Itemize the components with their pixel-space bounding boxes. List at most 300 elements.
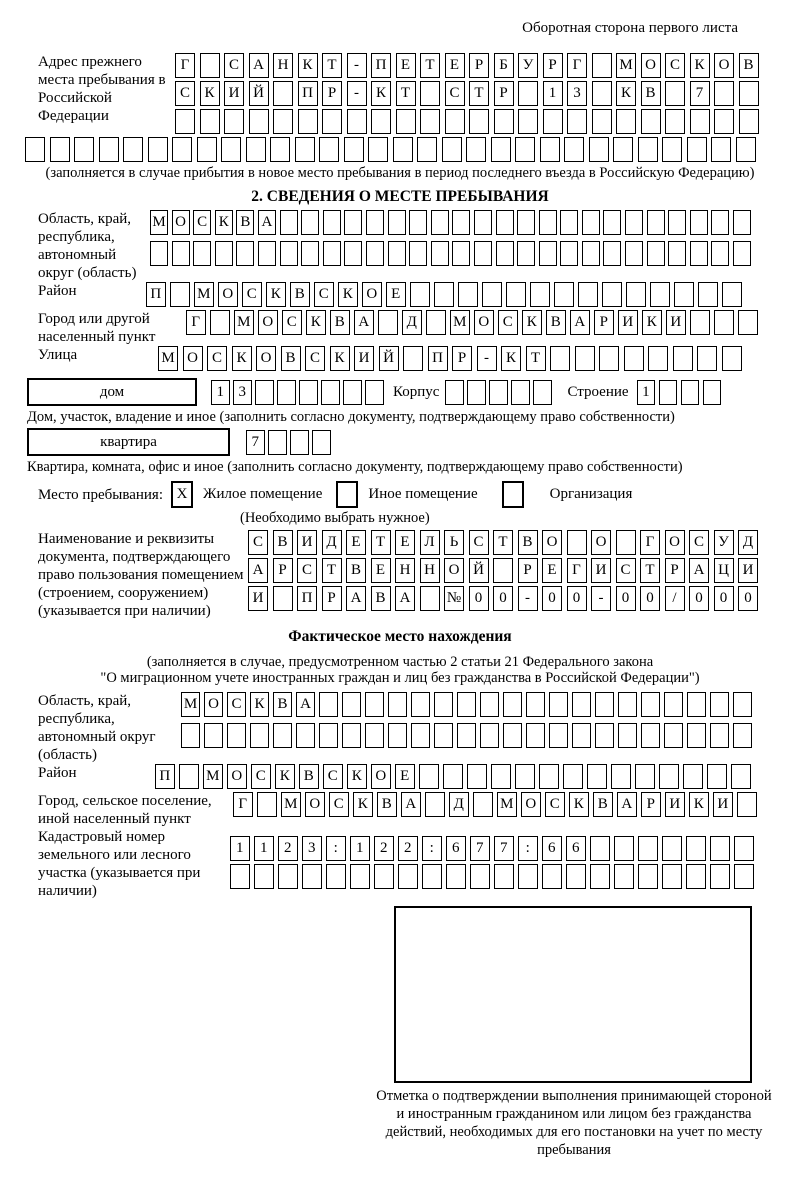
char-cell[interactable] (491, 137, 511, 162)
char-cell[interactable] (563, 764, 583, 789)
char-cell[interactable]: - (518, 586, 538, 611)
char-cell[interactable] (572, 723, 591, 748)
char-cell[interactable] (258, 241, 276, 266)
char-cell[interactable]: П (297, 586, 317, 611)
char-cell[interactable] (312, 430, 331, 455)
char-cell[interactable] (714, 310, 734, 335)
char-cell[interactable] (714, 81, 734, 106)
char-cell[interactable]: К (642, 310, 662, 335)
char-cell[interactable] (734, 836, 754, 861)
char-cell[interactable]: 0 (493, 586, 513, 611)
char-cell[interactable] (659, 380, 678, 405)
char-cell[interactable] (299, 380, 318, 405)
char-cell[interactable] (434, 692, 453, 717)
char-cell[interactable] (200, 53, 220, 78)
char-cell[interactable] (711, 137, 731, 162)
char-cell[interactable]: С (329, 792, 349, 817)
char-cell[interactable]: А (296, 692, 315, 717)
char-cell[interactable]: В (641, 81, 661, 106)
char-cell[interactable]: С (297, 558, 317, 583)
char-cell[interactable]: И (713, 792, 733, 817)
char-cell[interactable]: Т (322, 558, 342, 583)
char-cell[interactable] (50, 137, 70, 162)
char-cell[interactable] (350, 864, 370, 889)
char-cell[interactable] (368, 137, 388, 162)
char-cell[interactable]: 0 (640, 586, 660, 611)
char-cell[interactable]: О (641, 53, 661, 78)
char-cell[interactable] (624, 346, 644, 371)
char-cell[interactable] (323, 241, 341, 266)
char-cell[interactable]: Е (395, 764, 415, 789)
char-cell[interactable] (270, 137, 290, 162)
char-cell[interactable] (638, 137, 658, 162)
char-cell[interactable]: В (739, 53, 759, 78)
char-cell[interactable]: В (377, 792, 397, 817)
char-cell[interactable]: К (690, 53, 710, 78)
char-cell[interactable] (733, 241, 751, 266)
char-cell[interactable] (393, 137, 413, 162)
char-cell[interactable]: 0 (616, 586, 636, 611)
char-cell[interactable] (690, 241, 708, 266)
char-cell[interactable] (697, 346, 717, 371)
char-cell[interactable] (575, 346, 595, 371)
char-cell[interactable]: Д (322, 530, 342, 555)
char-cell[interactable]: 6 (542, 836, 562, 861)
char-cell[interactable] (374, 864, 394, 889)
char-cell[interactable] (592, 53, 612, 78)
char-cell[interactable] (193, 241, 211, 266)
char-cell[interactable] (458, 282, 478, 307)
char-cell[interactable] (589, 137, 609, 162)
char-cell[interactable]: : (518, 836, 538, 861)
char-cell[interactable] (302, 864, 322, 889)
char-cell[interactable] (365, 723, 384, 748)
char-cell[interactable]: Г (640, 530, 660, 555)
char-cell[interactable] (420, 586, 440, 611)
char-cell[interactable] (733, 210, 751, 235)
char-cell[interactable] (683, 764, 703, 789)
char-cell[interactable]: П (298, 81, 318, 106)
char-cell[interactable] (172, 137, 192, 162)
char-cell[interactable]: - (347, 53, 367, 78)
char-cell[interactable]: Е (396, 53, 416, 78)
char-cell[interactable]: О (714, 53, 734, 78)
char-cell[interactable] (175, 109, 195, 134)
char-cell[interactable]: П (371, 53, 391, 78)
char-cell[interactable]: У (518, 53, 538, 78)
char-cell[interactable]: Р (322, 81, 342, 106)
char-cell[interactable] (549, 692, 568, 717)
char-cell[interactable]: 1 (350, 836, 370, 861)
char-cell[interactable] (290, 430, 309, 455)
char-cell[interactable] (296, 723, 315, 748)
char-cell[interactable]: Г (175, 53, 195, 78)
char-cell[interactable] (665, 81, 685, 106)
char-cell[interactable]: Р (543, 53, 563, 78)
char-cell[interactable]: 3 (567, 81, 587, 106)
char-cell[interactable]: 7 (470, 836, 490, 861)
char-cell[interactable]: А (354, 310, 374, 335)
char-cell[interactable] (517, 241, 535, 266)
char-cell[interactable]: У (714, 530, 734, 555)
char-cell[interactable] (711, 210, 729, 235)
char-cell[interactable] (494, 109, 514, 134)
char-cell[interactable]: С (224, 53, 244, 78)
char-cell[interactable] (592, 109, 612, 134)
char-cell[interactable]: И (248, 586, 268, 611)
char-cell[interactable]: 6 (446, 836, 466, 861)
char-cell[interactable] (668, 241, 686, 266)
char-cell[interactable]: И (354, 346, 374, 371)
char-cell[interactable] (664, 723, 683, 748)
char-cell[interactable]: 3 (233, 380, 252, 405)
char-cell[interactable]: С (469, 530, 489, 555)
char-cell[interactable] (647, 241, 665, 266)
char-cell[interactable]: Б (494, 53, 514, 78)
char-cell[interactable]: А (401, 792, 421, 817)
char-cell[interactable]: М (616, 53, 636, 78)
char-cell[interactable]: В (299, 764, 319, 789)
char-cell[interactable] (273, 81, 293, 106)
char-cell[interactable] (172, 241, 190, 266)
char-cell[interactable]: В (236, 210, 254, 235)
char-cell[interactable]: А (617, 792, 637, 817)
char-cell[interactable]: Й (249, 81, 269, 106)
char-cell[interactable]: С (227, 692, 246, 717)
char-cell[interactable] (567, 109, 587, 134)
stay-type-checkbox-residential[interactable]: X (171, 481, 193, 508)
char-cell[interactable] (592, 81, 612, 106)
char-cell[interactable] (365, 380, 384, 405)
char-cell[interactable]: М (158, 346, 178, 371)
char-cell[interactable]: К (298, 53, 318, 78)
char-cell[interactable] (431, 241, 449, 266)
char-cell[interactable]: Д (402, 310, 422, 335)
char-cell[interactable] (322, 109, 342, 134)
char-cell[interactable]: Ь (444, 530, 464, 555)
char-cell[interactable] (204, 723, 223, 748)
char-cell[interactable]: А (395, 586, 415, 611)
char-cell[interactable]: Г (567, 53, 587, 78)
char-cell[interactable] (179, 764, 199, 789)
char-cell[interactable] (230, 864, 250, 889)
char-cell[interactable]: Т (371, 530, 391, 555)
char-cell[interactable] (467, 764, 487, 789)
char-cell[interactable] (323, 210, 341, 235)
char-cell[interactable]: С (689, 530, 709, 555)
char-cell[interactable]: Ц (714, 558, 734, 583)
char-cell[interactable]: : (326, 836, 346, 861)
char-cell[interactable] (703, 380, 722, 405)
char-cell[interactable]: А (248, 558, 268, 583)
char-cell[interactable]: О (227, 764, 247, 789)
char-cell[interactable] (681, 380, 700, 405)
char-cell[interactable] (710, 864, 730, 889)
char-cell[interactable]: Н (273, 53, 293, 78)
char-cell[interactable] (280, 241, 298, 266)
char-cell[interactable] (388, 723, 407, 748)
char-cell[interactable]: К (266, 282, 286, 307)
char-cell[interactable]: К (347, 764, 367, 789)
char-cell[interactable]: 1 (543, 81, 563, 106)
char-cell[interactable] (319, 692, 338, 717)
char-cell[interactable] (690, 109, 710, 134)
char-cell[interactable] (148, 137, 168, 162)
char-cell[interactable]: 2 (374, 836, 394, 861)
char-cell[interactable] (467, 380, 486, 405)
char-cell[interactable]: Т (322, 53, 342, 78)
char-cell[interactable]: О (256, 346, 276, 371)
char-cell[interactable]: С (314, 282, 334, 307)
char-cell[interactable] (582, 241, 600, 266)
char-cell[interactable] (482, 282, 502, 307)
char-cell[interactable]: 0 (542, 586, 562, 611)
char-cell[interactable] (625, 210, 643, 235)
char-cell[interactable]: И (591, 558, 611, 583)
char-cell[interactable]: 2 (278, 836, 298, 861)
char-cell[interactable]: 1 (637, 380, 656, 405)
char-cell[interactable]: Р (273, 558, 293, 583)
char-cell[interactable] (614, 864, 634, 889)
char-cell[interactable]: В (290, 282, 310, 307)
char-cell[interactable] (582, 210, 600, 235)
char-cell[interactable] (641, 109, 661, 134)
char-cell[interactable]: Е (346, 530, 366, 555)
char-cell[interactable] (277, 380, 296, 405)
char-cell[interactable] (503, 723, 522, 748)
char-cell[interactable] (618, 692, 637, 717)
char-cell[interactable]: 7 (494, 836, 514, 861)
char-cell[interactable] (474, 210, 492, 235)
char-cell[interactable] (711, 241, 729, 266)
char-cell[interactable]: 6 (566, 836, 586, 861)
char-cell[interactable] (469, 109, 489, 134)
char-cell[interactable]: К (215, 210, 233, 235)
char-cell[interactable] (739, 109, 759, 134)
char-cell[interactable] (403, 346, 423, 371)
char-cell[interactable]: О (258, 310, 278, 335)
char-cell[interactable]: Г (233, 792, 253, 817)
char-cell[interactable] (257, 792, 277, 817)
char-cell[interactable] (493, 558, 513, 583)
char-cell[interactable]: / (665, 586, 685, 611)
char-cell[interactable]: М (497, 792, 517, 817)
char-cell[interactable] (567, 530, 587, 555)
char-cell[interactable]: К (501, 346, 521, 371)
char-cell[interactable] (635, 764, 655, 789)
char-cell[interactable]: О (204, 692, 223, 717)
char-cell[interactable]: Л (420, 530, 440, 555)
char-cell[interactable]: Р (518, 558, 538, 583)
char-cell[interactable]: В (273, 692, 292, 717)
char-cell[interactable]: И (665, 792, 685, 817)
char-cell[interactable]: В (346, 558, 366, 583)
char-cell[interactable]: 0 (738, 586, 758, 611)
char-cell[interactable] (319, 137, 339, 162)
char-cell[interactable]: Т (396, 81, 416, 106)
char-cell[interactable]: С (445, 81, 465, 106)
char-cell[interactable] (417, 137, 437, 162)
char-cell[interactable] (343, 380, 362, 405)
char-cell[interactable]: О (362, 282, 382, 307)
char-cell[interactable] (659, 764, 679, 789)
char-cell[interactable] (539, 210, 557, 235)
char-cell[interactable]: П (428, 346, 448, 371)
char-cell[interactable]: В (281, 346, 301, 371)
char-cell[interactable]: Г (567, 558, 587, 583)
char-cell[interactable] (737, 792, 757, 817)
char-cell[interactable]: 7 (690, 81, 710, 106)
char-cell[interactable]: Т (469, 81, 489, 106)
char-cell[interactable]: А (249, 53, 269, 78)
char-cell[interactable]: С (305, 346, 325, 371)
char-cell[interactable] (734, 864, 754, 889)
char-cell[interactable] (326, 864, 346, 889)
char-cell[interactable]: М (203, 764, 223, 789)
char-cell[interactable]: 3 (302, 836, 322, 861)
char-cell[interactable] (714, 109, 734, 134)
char-cell[interactable] (445, 109, 465, 134)
char-cell[interactable] (273, 109, 293, 134)
char-cell[interactable] (246, 137, 266, 162)
char-cell[interactable] (410, 282, 430, 307)
char-cell[interactable]: 0 (567, 586, 587, 611)
char-cell[interactable] (686, 836, 706, 861)
char-cell[interactable] (365, 692, 384, 717)
char-cell[interactable] (366, 210, 384, 235)
char-cell[interactable] (321, 380, 340, 405)
char-cell[interactable]: К (275, 764, 295, 789)
char-cell[interactable]: О (591, 530, 611, 555)
char-cell[interactable] (618, 723, 637, 748)
char-cell[interactable]: В (593, 792, 613, 817)
char-cell[interactable]: К (371, 81, 391, 106)
char-cell[interactable] (595, 723, 614, 748)
char-cell[interactable] (255, 380, 274, 405)
char-cell[interactable]: С (175, 81, 195, 106)
char-cell[interactable] (496, 241, 514, 266)
char-cell[interactable] (515, 137, 535, 162)
char-cell[interactable] (480, 692, 499, 717)
char-cell[interactable] (665, 109, 685, 134)
char-cell[interactable] (722, 282, 742, 307)
char-cell[interactable]: К (569, 792, 589, 817)
char-cell[interactable]: Е (395, 530, 415, 555)
char-cell[interactable] (731, 764, 751, 789)
char-cell[interactable] (301, 241, 319, 266)
char-cell[interactable] (733, 723, 752, 748)
char-cell[interactable] (150, 241, 168, 266)
char-cell[interactable]: С (665, 53, 685, 78)
char-cell[interactable] (668, 210, 686, 235)
char-cell[interactable] (473, 792, 493, 817)
char-cell[interactable] (587, 764, 607, 789)
char-cell[interactable]: 0 (714, 586, 734, 611)
char-cell[interactable]: - (347, 81, 367, 106)
char-cell[interactable] (452, 210, 470, 235)
char-cell[interactable] (210, 310, 230, 335)
char-cell[interactable] (542, 864, 562, 889)
char-cell[interactable]: К (522, 310, 542, 335)
char-cell[interactable]: С (193, 210, 211, 235)
char-cell[interactable] (616, 530, 636, 555)
char-cell[interactable] (710, 723, 729, 748)
char-cell[interactable] (344, 137, 364, 162)
char-cell[interactable] (578, 282, 598, 307)
char-cell[interactable]: К (232, 346, 252, 371)
char-cell[interactable] (687, 137, 707, 162)
char-cell[interactable] (518, 864, 538, 889)
char-cell[interactable] (540, 137, 560, 162)
char-cell[interactable] (560, 210, 578, 235)
char-cell[interactable]: К (616, 81, 636, 106)
char-cell[interactable] (662, 836, 682, 861)
char-cell[interactable] (603, 241, 621, 266)
char-cell[interactable] (442, 137, 462, 162)
char-cell[interactable] (396, 109, 416, 134)
char-cell[interactable] (298, 109, 318, 134)
char-cell[interactable]: О (183, 346, 203, 371)
char-cell[interactable] (200, 109, 220, 134)
char-cell[interactable]: О (305, 792, 325, 817)
char-cell[interactable]: Р (494, 81, 514, 106)
char-cell[interactable] (398, 864, 418, 889)
char-cell[interactable]: О (172, 210, 190, 235)
char-cell[interactable]: М (450, 310, 470, 335)
char-cell[interactable]: Е (445, 53, 465, 78)
char-cell[interactable]: № (444, 586, 464, 611)
char-cell[interactable]: Д (738, 530, 758, 555)
char-cell[interactable]: Р (594, 310, 614, 335)
char-cell[interactable] (409, 210, 427, 235)
char-cell[interactable] (515, 764, 535, 789)
char-cell[interactable]: Т (526, 346, 546, 371)
char-cell[interactable] (614, 836, 634, 861)
char-cell[interactable] (99, 137, 119, 162)
char-cell[interactable] (517, 210, 535, 235)
char-cell[interactable]: К (330, 346, 350, 371)
char-cell[interactable] (526, 692, 545, 717)
char-cell[interactable] (518, 81, 538, 106)
char-cell[interactable] (602, 282, 622, 307)
char-cell[interactable] (611, 764, 631, 789)
char-cell[interactable] (344, 210, 362, 235)
char-cell[interactable] (457, 723, 476, 748)
char-cell[interactable] (518, 109, 538, 134)
char-cell[interactable]: Т (420, 53, 440, 78)
char-cell[interactable] (539, 241, 557, 266)
char-cell[interactable] (698, 282, 718, 307)
char-cell[interactable] (273, 586, 293, 611)
char-cell[interactable]: В (330, 310, 350, 335)
char-cell[interactable] (687, 692, 706, 717)
char-cell[interactable] (170, 282, 190, 307)
char-cell[interactable] (249, 109, 269, 134)
char-cell[interactable] (539, 764, 559, 789)
char-cell[interactable]: 1 (254, 836, 274, 861)
char-cell[interactable] (648, 346, 668, 371)
char-cell[interactable] (250, 723, 269, 748)
char-cell[interactable] (625, 241, 643, 266)
char-cell[interactable] (638, 836, 658, 861)
char-cell[interactable] (489, 380, 508, 405)
char-cell[interactable] (526, 723, 545, 748)
char-cell[interactable] (506, 282, 526, 307)
char-cell[interactable] (638, 864, 658, 889)
char-cell[interactable] (690, 210, 708, 235)
char-cell[interactable]: Р (452, 346, 472, 371)
char-cell[interactable]: А (346, 586, 366, 611)
